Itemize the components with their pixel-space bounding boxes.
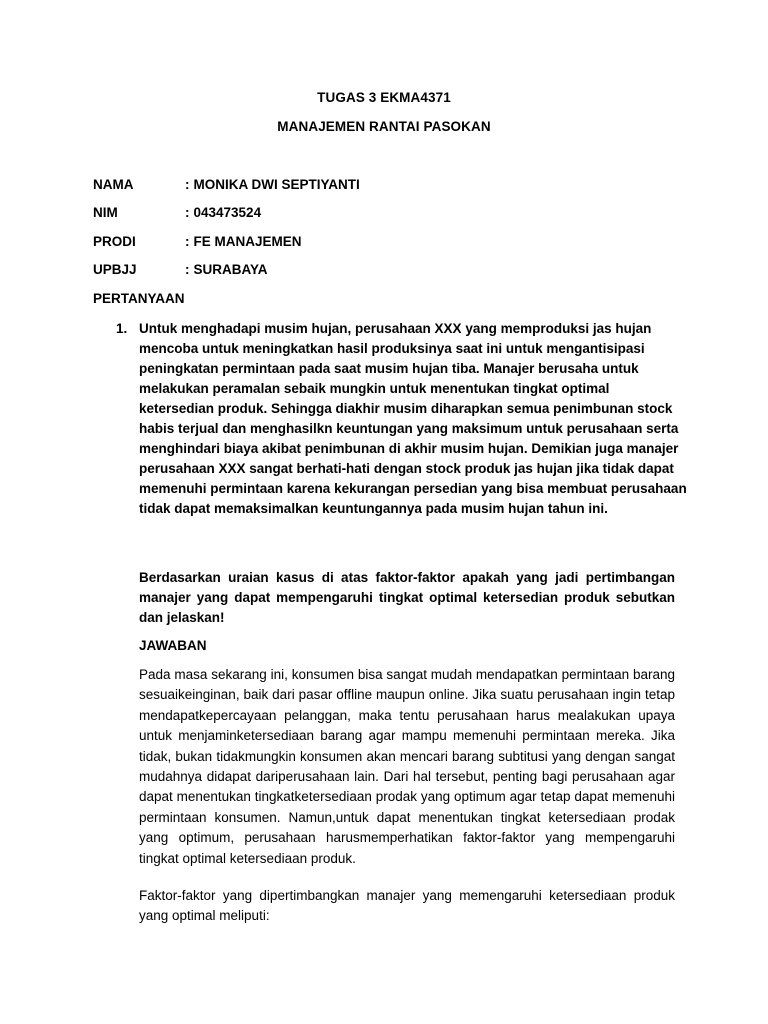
section-heading-pertanyaan: PERTANYAAN [93,291,185,306]
question-number: 1. [116,321,128,336]
question-text: Untuk menghadapi musim hujan, perusahaan XXX yang memproduksi jas hujan mencoba untuk meningkatkan hasil produksinya saat ini untuk mengantisipasi peningkatan permintaan pada saat musim hujan tiba. Manajer berusaha untuk melakukan peramalan sebaik mungkin untuk menentukan tingkat optimal ketersedian produk. Sehingga diakhir musim diharapkan semua penimbunan stock habis terjual dan menghasilkn keuntungan yang maksimum untuk perusahaan serta menghindari biaya akibat penimbunan di akhir musim hujan. Demikian juga manajer perusahaan XXX sangat berhati-hati dengan stock produk jas hujan jika tidak dapat memenuhi permintaan karena kekurangan persedian yang bisa membuat perusahaan tidak dapat memaksimalkan keuntungannya pada musim hujan tahun ini. [139,321,687,516]
field-separator: : [185,177,190,192]
answer-heading: JAWABAN [139,638,207,653]
field-separator: : [185,234,190,249]
answer-paragraph: Pada masa sekarang ini, konsumen bisa sangat mudah mendapatkan permintaan barang sesuaikeinginan, baik dari pasar offline maupun online. Jika suatu perusahaan ingin tetap mendapatkepercayaan pelanggan, maka tentu perusahaan harus mealakukan upaya untuk menjaminketersediaan barang agar mampu memenuhi permintaan mereka. Jika tidak, bukan tidakmungkin konsumen akan mencari barang subtitusi yang dengan sangat mudahnya didapat dariperusahaan lain. Dari hal tersebut, penting bagi perusahaan agar dapat menentukan tingkatketersediaan prodak yang optimum agar tetap dapat memenuhi permintaan konsumen. Namun,untuk dapat menentukan tingkat ketersediaan prodak yang optimum, perusahaan harusmemperhatikan faktor-faktor yang mempengaruhi tingkat optimal ketersediaan produk. [139,667,675,866]
document-title: TUGAS 3 EKMA4371 [317,90,451,105]
document-subtitle: MANAJEMEN RANTAI PASOKAN [277,119,491,134]
field-nim [93,204,261,222]
field-value: MONIKA DWI SEPTIYANTI [193,177,360,192]
field-label: UPBJJ [93,262,137,277]
question-instruction: Berdasarkan uraian kasus di atas faktor-faktor apakah yang jadi pertimbangan manajer yang dapat mempengaruhi tingkat optimal ketersedian produk sebutkan dan jelaskan! [139,570,675,625]
field-value: 043473524 [193,205,262,220]
field-upbjj [93,261,268,279]
field-label: PRODI [93,234,136,249]
field-separator: : [185,205,190,220]
field-separator: : [185,262,190,277]
field-label: NAMA [93,177,134,192]
field-nama [93,176,360,194]
field-value: FE MANAJEMEN [193,234,302,249]
field-label: NIM [93,205,118,220]
answer-paragraph: Faktor-faktor yang dipertimbangkan manajer yang memengaruhi ketersediaan produk yang optimal meliputi: [139,888,675,924]
field-prodi [93,233,302,251]
field-value: SURABAYA [193,262,268,277]
